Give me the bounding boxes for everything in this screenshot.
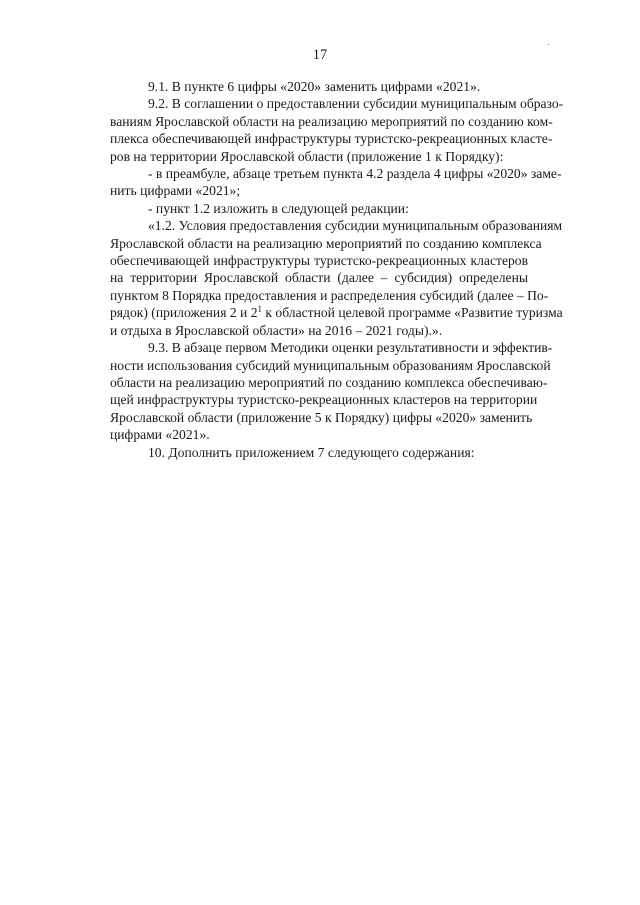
text-fragment: рядок) (приложения 2 и 2 (110, 305, 258, 321)
superscript: 1 (257, 304, 263, 315)
text-line: Ярославской области на реализацию мероприятий по созданию комплекса (110, 235, 542, 251)
text-line: 9.2. В соглашении о предоставлении субсидии муниципальным образо- (148, 96, 564, 112)
text-line: цифрами «2021». (110, 427, 210, 443)
text-line: области на реализацию мероприятий по созданию комплекса обеспечиваю- (110, 374, 548, 390)
page-number: 17 (312, 47, 328, 63)
document-body (110, 78, 564, 461)
text-line: ности использования субсидий муниципальным образованиям Ярославской (110, 357, 551, 373)
text-line: и отдыха в Ярославской области» на 2016 – 2021 годы).». (110, 322, 443, 338)
text-line: 9.3. В абзаце первом Методики оценки результативности и эффектив- (148, 340, 553, 356)
text-fragment: к областной целевой программе «Развитие туризма (262, 305, 563, 321)
text-line: 9.1. В пункте 6 цифры «2020» заменить цифрами «2021». (148, 79, 481, 94)
text-line: 10. Дополнить приложением 7 следующего содержания: (148, 444, 475, 460)
text-line-with-superscript (110, 304, 563, 321)
text-line: ваниям Ярославской области на реализацию мероприятий по созданию ком- (110, 113, 553, 129)
text-line: обеспечивающей инфраструктуры туристско-рекреационных кластеров (110, 253, 528, 269)
scan-speck (548, 44, 549, 45)
text-line: пунктом 8 Порядка предоставления и распределения субсидий (далее – По- (110, 287, 549, 303)
text-line: на территории Ярославской области (далее – субсидия) определены (110, 270, 528, 286)
text-line: - пункт 1.2 изложить в следующей редакции: (148, 200, 409, 216)
text-line: «1.2. Условия предоставления субсидии муниципальным образованиям (148, 218, 563, 234)
text-line: ров на территории Ярославской области (приложение 1 к Порядку): (110, 148, 504, 164)
text-line: Ярославской области (приложение 5 к Порядку) цифры «2020» заменить (110, 409, 533, 425)
text-line: - в преамбуле, абзаце третьем пункта 4.2 раздела 4 цифры «2020» заме- (148, 166, 562, 182)
text-line: щей инфраструктуры туристско-рекреационных кластеров на территории (110, 392, 538, 408)
text-line: нить цифрами «2021»; (110, 183, 241, 199)
text-line: плекса обеспечивающей инфраструктуры туристско-рекреационных класте- (110, 131, 553, 147)
